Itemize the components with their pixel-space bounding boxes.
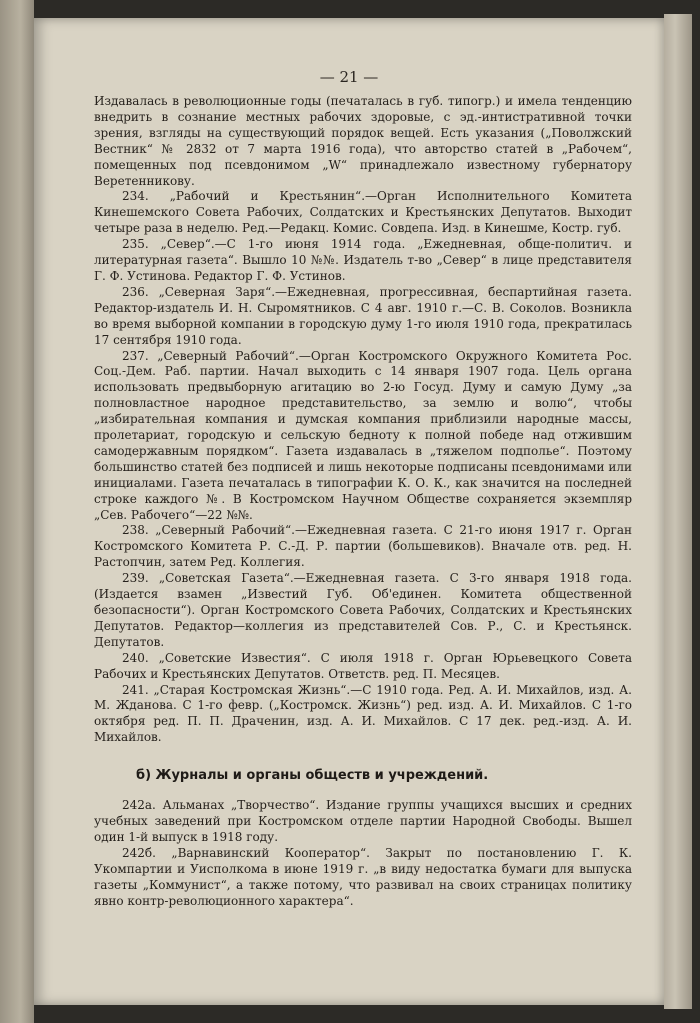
page-number: — 21 —: [319, 68, 379, 86]
entry-236: 236. „Северная Заря“.—Ежедневная, прогрессивная, беспартийная газета. Редактор-издатель И. Н. Сыромятников. С 4 авг. 1910 г.—С. В. Соколов. Возникла во время выборной компании в городскую думу 1-го июля 1910 года, прекратилась 17 сентября 1910 года.: [94, 284, 632, 347]
entry-235: 235. „Север“.—С 1-го июня 1914 года. „Ежедневная, обще-политич. и литературная газета“. Вышло 10 №№. Издатель т-во „Север“ в лице представителя Г. Ф. Устинова. Редактор Г. Ф. Устинов.: [94, 237, 632, 283]
entry-240: 240. „Советские Известия“. С июля 1918 г. Орган Юрьевецкого Совета Рабочих и Крестьянских Депутатов. Ответств. ред. П. Месяцев.: [94, 650, 632, 681]
paragraph-intro: Издавалась в революционные годы (печаталась в губ. типогр.) и имела тенденцию внедрить в сознание местных рабочих здоровые, с эд.-интистративной точки зрения, взгляды на существующий порядок вещей. Есть указания („Поволжский Вестник“ № 2832 от 7 марта 1916 года), что авторство статей в „Рабочем“, помещенных под псевдонимом „W“ принадлежало известному губернатору Веретенникову.: [94, 94, 632, 188]
book-page: [34, 18, 664, 1005]
entry-242a: 242а. Альманах „Творчество“. Издание группы учащихся высших и средних учебных заведений при Костромском отделе партии Народной Свободы. Вышел один 1-й выпуск в 1918 году.: [94, 798, 632, 844]
entry-234: 234. „Рабочий и Крестьянин“.—Орган Исполнительного Комитета Кинешемского Совета Рабочих, Солдатских и Крестьянских Депутатов. Выходит четыре раза в неделю. Ред.—Редакц. Комис. Совдепа. Изд. в Кинешме, Костр. губ.: [94, 189, 632, 236]
entry-237: 237. „Северный Рабочий“.—Орган Костромского Окружного Комитета Рос. Соц.-Дем. Раб. партии. Начал выходить с 14 января 1907 года. Цель органа использовать предвыборную агитацию во 2-ю Госуд. Думу и самую Думу „за полновластное народное представительство, за землю и волю“, чтобы „избирательная компания и думская компания приблизили народные массы, пролетариат, городскую и сельскую бедноту к полной победе над отжившим самодержавным порядком“. Газета издавалась в „тяжелом подполье“. Поэтому большинство статей без подписей и лишь некоторые подписаны псевдонимами или инициалами. Газета печаталась в типографии К. О. К., как значится на последней строке каждого №. В Костромском Научном Обществе сохраняется экземпляр „Сев. Рабочего“—22 №№.: [94, 348, 632, 522]
section-heading: б) Журналы и органы обществ и учреждений.: [136, 768, 489, 784]
entry-238: 238. „Северный Рабочий“.—Ежедневная газета. С 21-го июня 1917 г. Орган Костромского Комитета Р. С.-Д. Р. партии (большевиков). Вначале отв. ред. Н. Растопчин, затем Ред. Коллегия.: [94, 523, 632, 570]
entry-242b: 242б. „Варнавинский Кооператор“. Закрыт по постановлению Г. К. Укомпартии и Уисполкома в июне 1919 г. „в виду недостатка бумаги для выпуска газеты „Коммунист“, а также потому, что развивал на своих страницах политику явно контр-революционного характера“.: [94, 845, 632, 908]
book-edge: [664, 14, 692, 1009]
page-text: [94, 94, 632, 909]
entry-239: 239. „Советская Газета“.—Ежедневная газета. С 3-го января 1918 года. (Издается взамен „Известий Губ. Об'единен. Комитета общественной безопасности“). Орган Костромского Совета Рабочих, Солдатских и Крестьянских Депутатов. Редактор—коллегия из представителей Сов. Р., С. и Крестьянск. Депутатов.: [94, 571, 632, 649]
entry-241: 241. „Старая Костромская Жизнь“.—С 1910 года. Ред. А. И. Михайлов, изд. А. М. Жданова. С 1-го февр. („Костромск. Жизнь“) ред. изд. А. И. Михайлов. С 1-го октября ред. П. П. Драченин, изд. А. И. Михайлов. С 17 дек. ред.-изд. А. И. Михайлов.: [94, 682, 632, 745]
facing-page-edge: [0, 0, 34, 1023]
